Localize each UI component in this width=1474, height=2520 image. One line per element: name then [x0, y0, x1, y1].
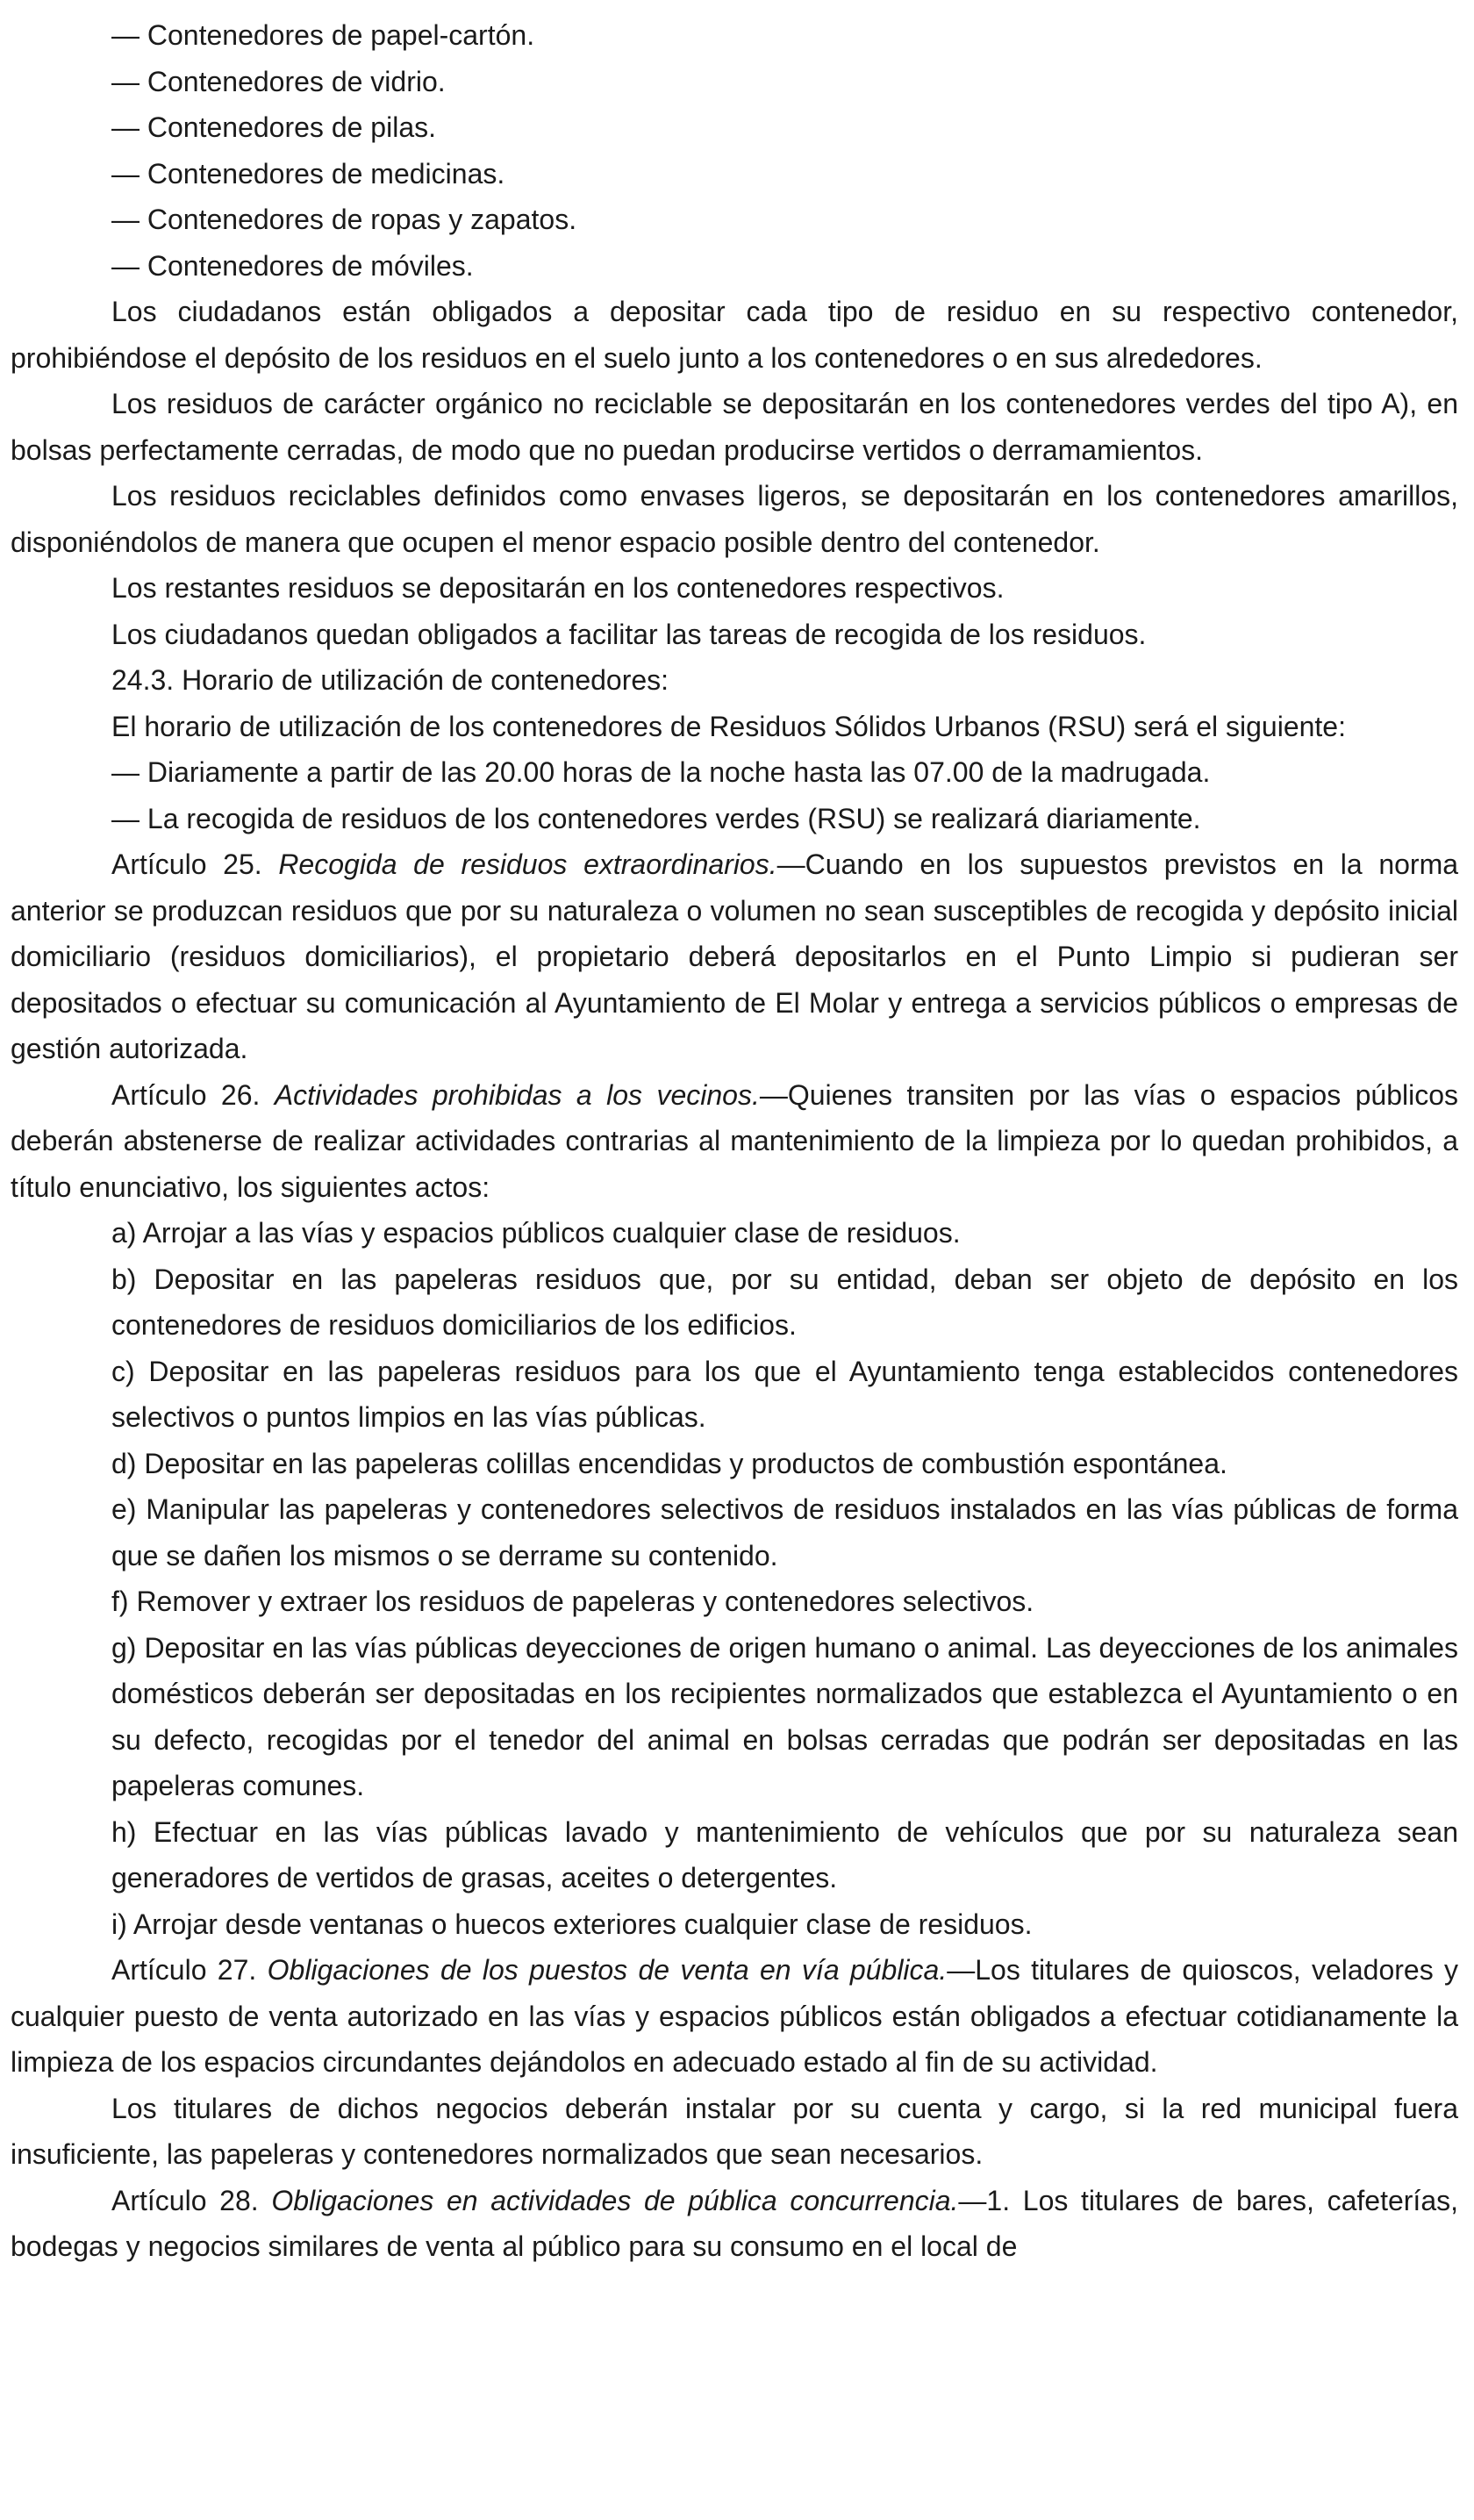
list-item: f) Remover y extraer los residuos de papeleras y contenedores selectivos.	[111, 1586, 1034, 1617]
article-25	[11, 841, 1458, 1072]
article-26	[11, 1072, 1458, 1211]
list-item: a) Arrojar a las vías y espacios públicos cualquier clase de residuos.	[111, 1217, 961, 1249]
article-number: Artículo 28.	[111, 2184, 259, 2216]
list-item: b) Depositar en las papeleras residuos que, por su entidad, deban ser objeto de depósito en los contenedores de residuos domiciliarios de los edificios.	[111, 1263, 1458, 1341]
article-body: —Cuando en los supuestos previstos en la norma anterior se produzcan residuos que por su naturaleza o volumen no sean susceptibles de recogida y depósito inicial domiciliario (residuos domiciliarios), el propietario deberá depositarlos en el Punto Limpio si pudieran ser depositados o efectuar su comunicación al Ayuntamiento de El Molar y entrega a servicios públicos o empresas de gestión autorizada.	[11, 848, 1459, 1064]
prohibited-acts-list	[11, 1210, 1458, 1947]
list-item: — La recogida de residuos de los contenedores verdes (RSU) se realizará diariamente.	[111, 802, 1201, 834]
document-page	[11, 12, 1458, 2270]
article-title: Recogida de residuos extraordinarios.	[278, 848, 777, 880]
list-item: — Contenedores de vidrio.	[111, 65, 446, 97]
list-item: — Contenedores de móviles.	[111, 249, 474, 282]
list-item: c) Depositar en las papeleras residuos para los que el Ayuntamiento tenga establecidos contenedores selectivos o puntos limpios en las vías públicas.	[111, 1355, 1458, 1433]
paragraph-reciclables: Los residuos reciclables definidos como envases ligeros, se depositarán en los contenedores amarillos, disponiéndolos de manera que ocupen el menor espacio posible dentro del contenedor.	[11, 480, 1458, 558]
list-item: — Contenedores de papel-cartón.	[111, 19, 535, 51]
article-number: Artículo 26.	[111, 1078, 261, 1111]
paragraph-organico: Los residuos de carácter orgánico no reciclable se depositarán en los contenedores verdes del tipo A), en bolsas perfectamente cerradas, de modo que no puedan producirse vertidos o derramamientos.	[11, 388, 1458, 466]
list-item: — Diariamente a partir de las 20.00 horas de la noche hasta las 07.00 de la madrugada.	[111, 756, 1211, 788]
list-item: — Contenedores de medicinas.	[111, 157, 505, 190]
article-28	[11, 2178, 1458, 2270]
section-heading-24-3: 24.3. Horario de utilización de contenedores:	[111, 664, 669, 696]
article-body: —1. Los titulares de bares, cafeterías, bodegas y negocios similares de venta al público para su consumo en el local de	[11, 2184, 1459, 2262]
article-number: Artículo 25.	[111, 848, 262, 880]
list-item: h) Efectuar en las vías públicas lavado y mantenimiento de vehículos que por su naturaleza sean generadores de vertidos de grasas, aceites o detergentes.	[111, 1815, 1458, 1894]
article-title: Obligaciones en actividades de pública concurrencia.	[271, 2184, 959, 2216]
article-27	[11, 1947, 1458, 2086]
list-item: e) Manipular las papeleras y contenedores selectivos de residuos instalados en las vías públicas de forma que se dañen los mismos o se derrame su contenido.	[111, 1493, 1458, 1571]
paragraph-horario: El horario de utilización de los contenedores de Residuos Sólidos Urbanos (RSU) será el siguiente:	[111, 710, 1346, 742]
paragraph-restantes: Los restantes residuos se depositarán en los contenedores respectivos.	[111, 572, 1005, 604]
article-title: Actividades prohibidas a los vecinos.	[274, 1078, 760, 1111]
article-number: Artículo 27.	[111, 1954, 257, 1986]
list-item: i) Arrojar desde ventanas o huecos exteriores cualquier clase de residuos.	[111, 1908, 1033, 1940]
article-body: —Quienes transiten por las vías o espacios públicos deberán abstenerse de realizar actividades contrarias al mantenimiento de la limpieza por lo quedan prohibidos, a título enunciativo, los siguientes actos:	[11, 1078, 1459, 1203]
article-title: Obligaciones de los puestos de venta en vía pública.	[267, 1954, 948, 1986]
paragraph-obligados: Los ciudadanos están obligados a depositar cada tipo de residuo en su respectivo contenedor, prohibiéndose el depósito de los residuos en el suelo junto a los contenedores o en sus alrededores.	[11, 296, 1458, 374]
paragraph-art27-2: Los titulares de dichos negocios deberán instalar por su cuenta y cargo, si la red municipal fuera insuficiente, las papeleras y contenedores normalizados que sean necesarios.	[11, 2092, 1458, 2170]
paragraph-facilitar: Los ciudadanos quedan obligados a facilitar las tareas de recogida de los residuos.	[111, 618, 1147, 650]
list-item: — Contenedores de pilas.	[111, 111, 436, 143]
list-item: — Contenedores de ropas y zapatos.	[111, 204, 577, 235]
list-item: g) Depositar en las vías públicas deyecciones de origen humano o animal. Las deyecciones de los animales domésticos deberán ser depositadas en los recipientes normalizados que establezca el Ayuntamiento o en su defecto, recogidas por el tenedor del animal en bolsas cerradas que podrán ser depositadas en las papeleras comunes.	[111, 1631, 1458, 1801]
container-list	[11, 12, 1458, 289]
list-item: d) Depositar en las papeleras colillas encendidas y productos de combustión espontánea.	[111, 1447, 1227, 1479]
article-body: —Los titulares de quioscos, veladores y cualquier puesto de venta autorizado en las vías y espacios públicos están obligados a efectuar cotidianamente la limpieza de los espacios circundantes dejándolos en adecuado estado al fin de su actividad.	[11, 1954, 1459, 2078]
